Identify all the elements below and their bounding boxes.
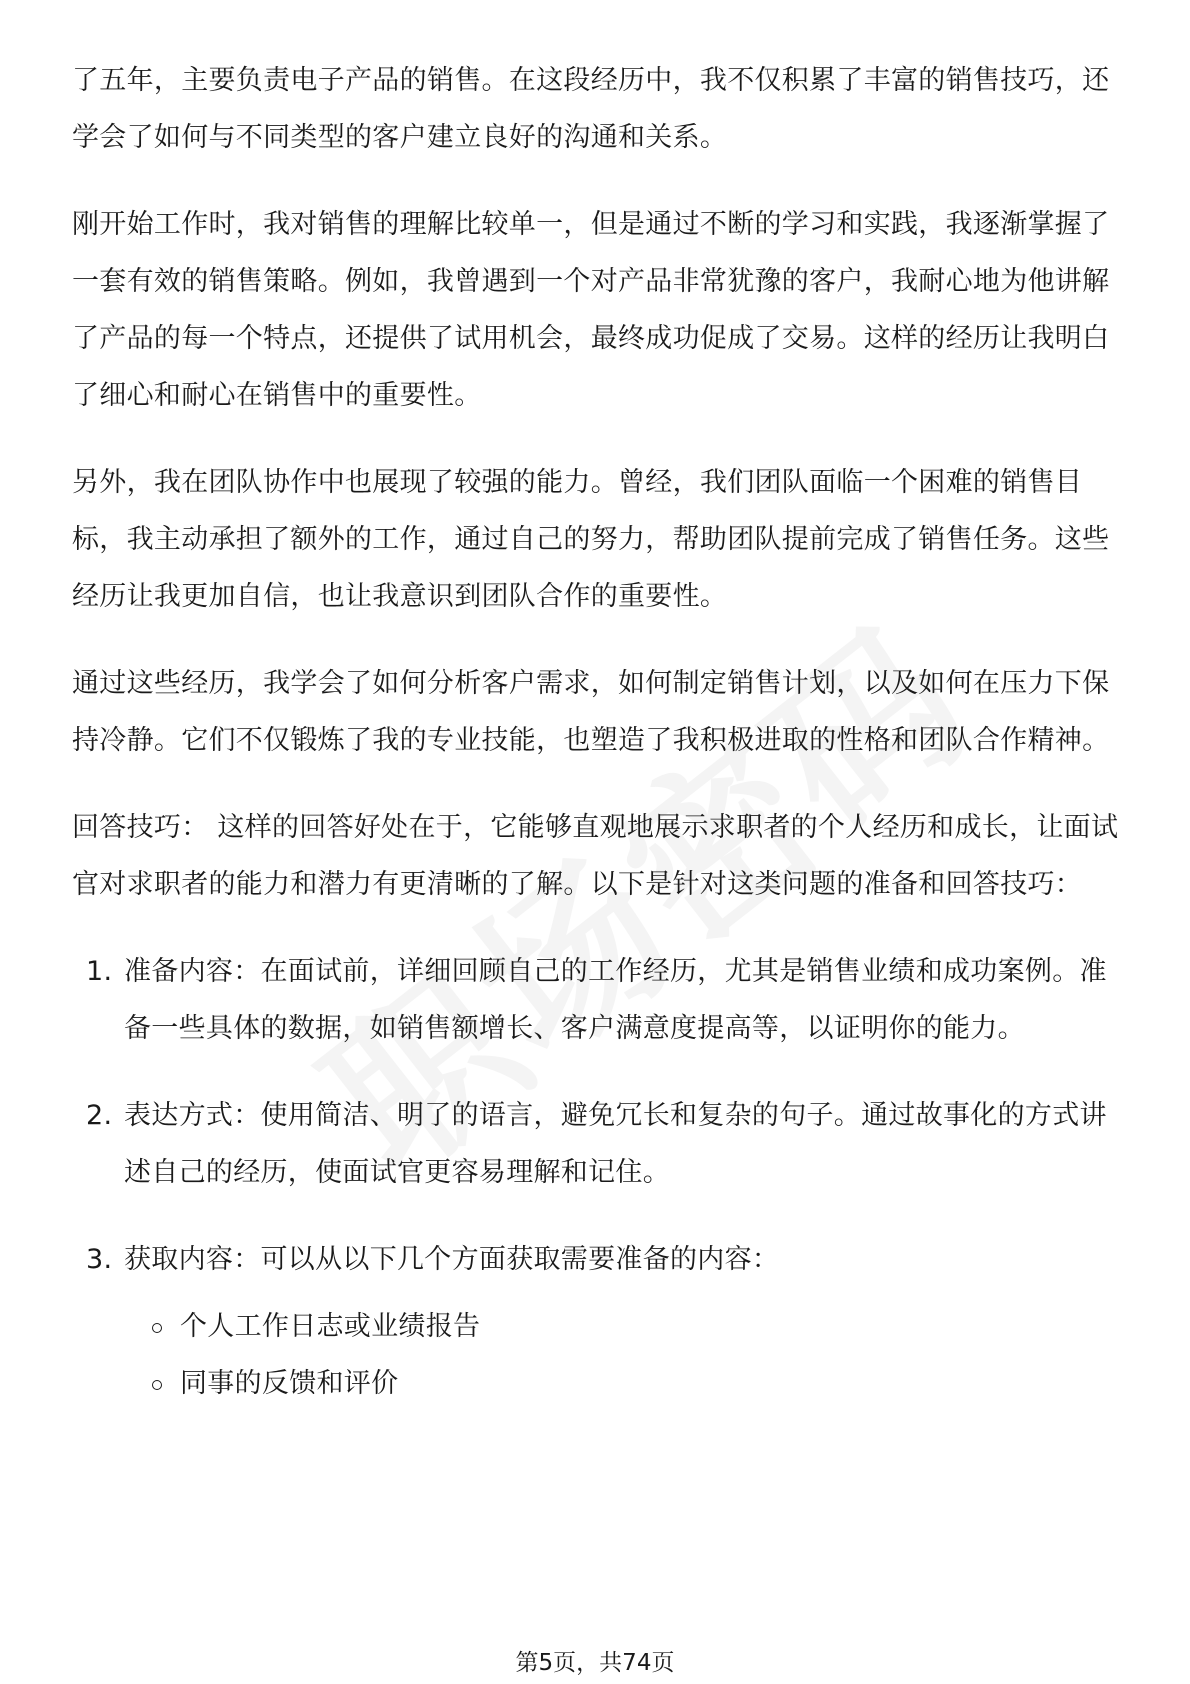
tip-text: 准备内容：在面试前，详细回顾自己的工作经历，尤其是销售业绩和成功案例。准备一些具体的数据，如销售额增长、客户满意度提高等，以证明你的能力。 bbox=[124, 956, 1107, 1044]
tip-number: 1. bbox=[86, 956, 113, 987]
tip-text: 获取内容：可以从以下几个方面获取需要准备的内容： bbox=[124, 1244, 780, 1275]
tips-list bbox=[72, 943, 1122, 1288]
paragraph-lessons: 通过这些经历，我学会了如何分析客户需求，如何制定销售计划，以及如何在压力下保持冷静。它们不仅锻炼了我的专业技能，也塑造了我积极进取的性格和团队合作精神。 bbox=[72, 668, 1110, 756]
tip-text: 表达方式：使用简洁、明了的语言，避免冗长和复杂的句子。通过故事化的方式讲述自己的经历，使面试官更容易理解和记住。 bbox=[124, 1100, 1107, 1188]
circle-bullet-icon bbox=[152, 1380, 162, 1390]
list-item bbox=[152, 1298, 1122, 1355]
tip-number: 3. bbox=[86, 1244, 113, 1275]
list-item-text: 个人工作日志或业绩报告 bbox=[180, 1311, 481, 1342]
tip-item-sources bbox=[72, 1231, 1122, 1288]
tip-item-expression bbox=[72, 1087, 1122, 1201]
paragraph-answer-tips: 回答技巧： 这样的回答好处在于，它能够直观地展示求职者的个人经历和成长，让面试官对求职者的能力和潜力有更清晰的了解。以下是针对这类问题的准备和回答技巧： bbox=[72, 812, 1119, 900]
document-body bbox=[72, 52, 1122, 1412]
list-item bbox=[152, 1355, 1122, 1412]
page-number-footer: 第5页，共74页 bbox=[515, 1650, 675, 1676]
tip-number: 2. bbox=[86, 1100, 113, 1131]
circle-bullet-icon bbox=[152, 1323, 162, 1333]
tip-item-prepare bbox=[72, 943, 1122, 1057]
paragraph-work-intro: 了五年，主要负责电子产品的销售。在这段经历中，我不仅积累了丰富的销售技巧，还学会了如何与不同类型的客户建立良好的沟通和关系。 bbox=[72, 65, 1110, 153]
paragraph-teamwork: 另外，我在团队协作中也展现了较强的能力。曾经，我们团队面临一个困难的销售目标，我主动承担了额外的工作，通过自己的努力，帮助团队提前完成了销售任务。这些经历让我更加自信，也让我意识到团队合作的重要性。 bbox=[72, 467, 1110, 612]
paragraph-sales-strategy: 刚开始工作时，我对销售的理解比较单一，但是通过不断的学习和实践，我逐渐掌握了一套有效的销售策略。例如，我曾遇到一个对产品非常犹豫的客户，我耐心地为他讲解了产品的每一个特点，还提供了试用机会，最终成功促成了交易。这样的经历让我明白了细心和耐心在销售中的重要性。 bbox=[72, 209, 1110, 411]
source-sublist bbox=[72, 1298, 1122, 1412]
list-item-text: 同事的反馈和评价 bbox=[180, 1368, 399, 1399]
